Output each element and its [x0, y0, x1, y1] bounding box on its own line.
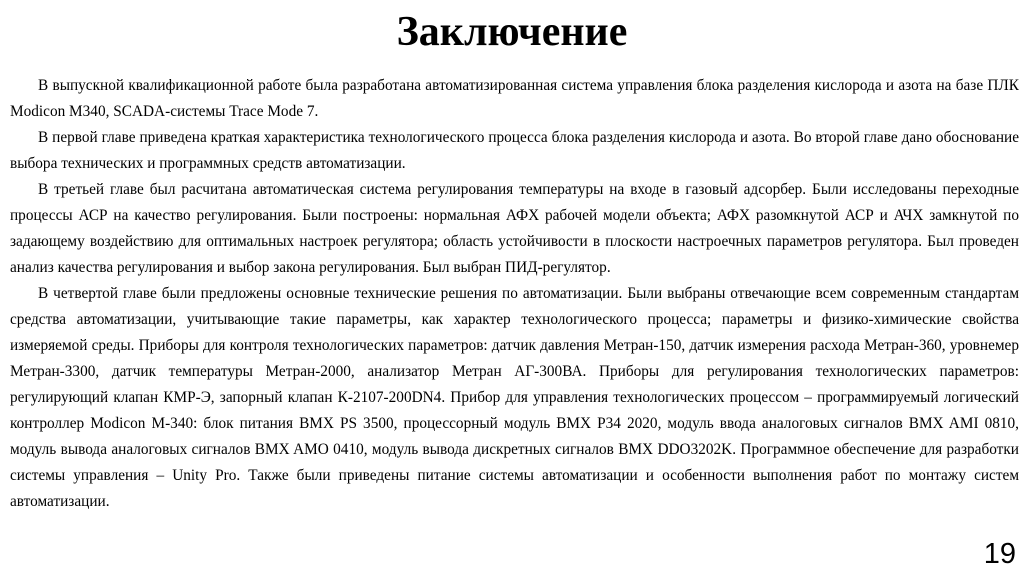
conclusion-body	[10, 73, 1019, 515]
page-number: 19	[983, 538, 1016, 570]
paragraph-4: В четвертой главе были предложены основные технические решения по автоматизации. Были выбраны отвечающие всем современным стандартам средства автоматизации, учитывающие такие параметры, как характер технологического процесса; параметры и физико-химические свойства измеряемой среды. Приборы для контроля технологических параметров: датчик давления Метран-150, датчик измерения расхода Метран-360, уровнемер Метран-3300, датчик температуры Метран-2000, анализатор Метран АГ-300ВА. Приборы для регулирования технологических параметров: регулирующий клапан КМР-Э, запорный клапан К-2107-200DN4. Прибор для управления технологических процессом – программируемый логический контроллер Modicon M-340: блок питания BMX PS 3500, процессорный модуль BMX P34 2020, модуль ввода аналоговых сигналов BMX AMI 0810, модуль вывода аналоговых сигналов BMX AMO 0410, модуль вывода дискретных сигналов BMX DDO3202K. Программное обеспечение для разработки системы управления – Unity Pro. Также были приведены питание системы автоматизации и особенности выполнения работ по монтажу систем автоматизации.	[10, 285, 1019, 510]
slide-title: Заключение	[396, 9, 628, 55]
paragraph-2: В первой главе приведена краткая характеристика технологического процесса блока разделения кислорода и азота. Во второй главе дано обоснование выбора технических и программных средств автоматизации.	[10, 129, 1019, 172]
paragraph-3: В третьей главе был расчитана автоматическая система регулирования температуры на входе в газовый адсорбер. Были исследованы переходные процессы АСР на качество регулирования. Были построены: нормальная АФХ рабочей модели объекта; АФХ разомкнутой АСР и АЧХ замкнутой по задающему воздействию для оптимальных настроек регулятора; область устойчивости в плоскости настроечных параметров регулятора. Был проведен анализ качества регулирования и выбор закона регулирования. Был выбран ПИД-регулятор.	[10, 181, 1019, 276]
paragraph-1: В выпускной квалификационной работе была разработана автоматизированная система управления блока разделения кислорода и азота на базе ПЛК Modicon M340, SCADA-системы Trace Mode 7.	[10, 77, 1019, 120]
